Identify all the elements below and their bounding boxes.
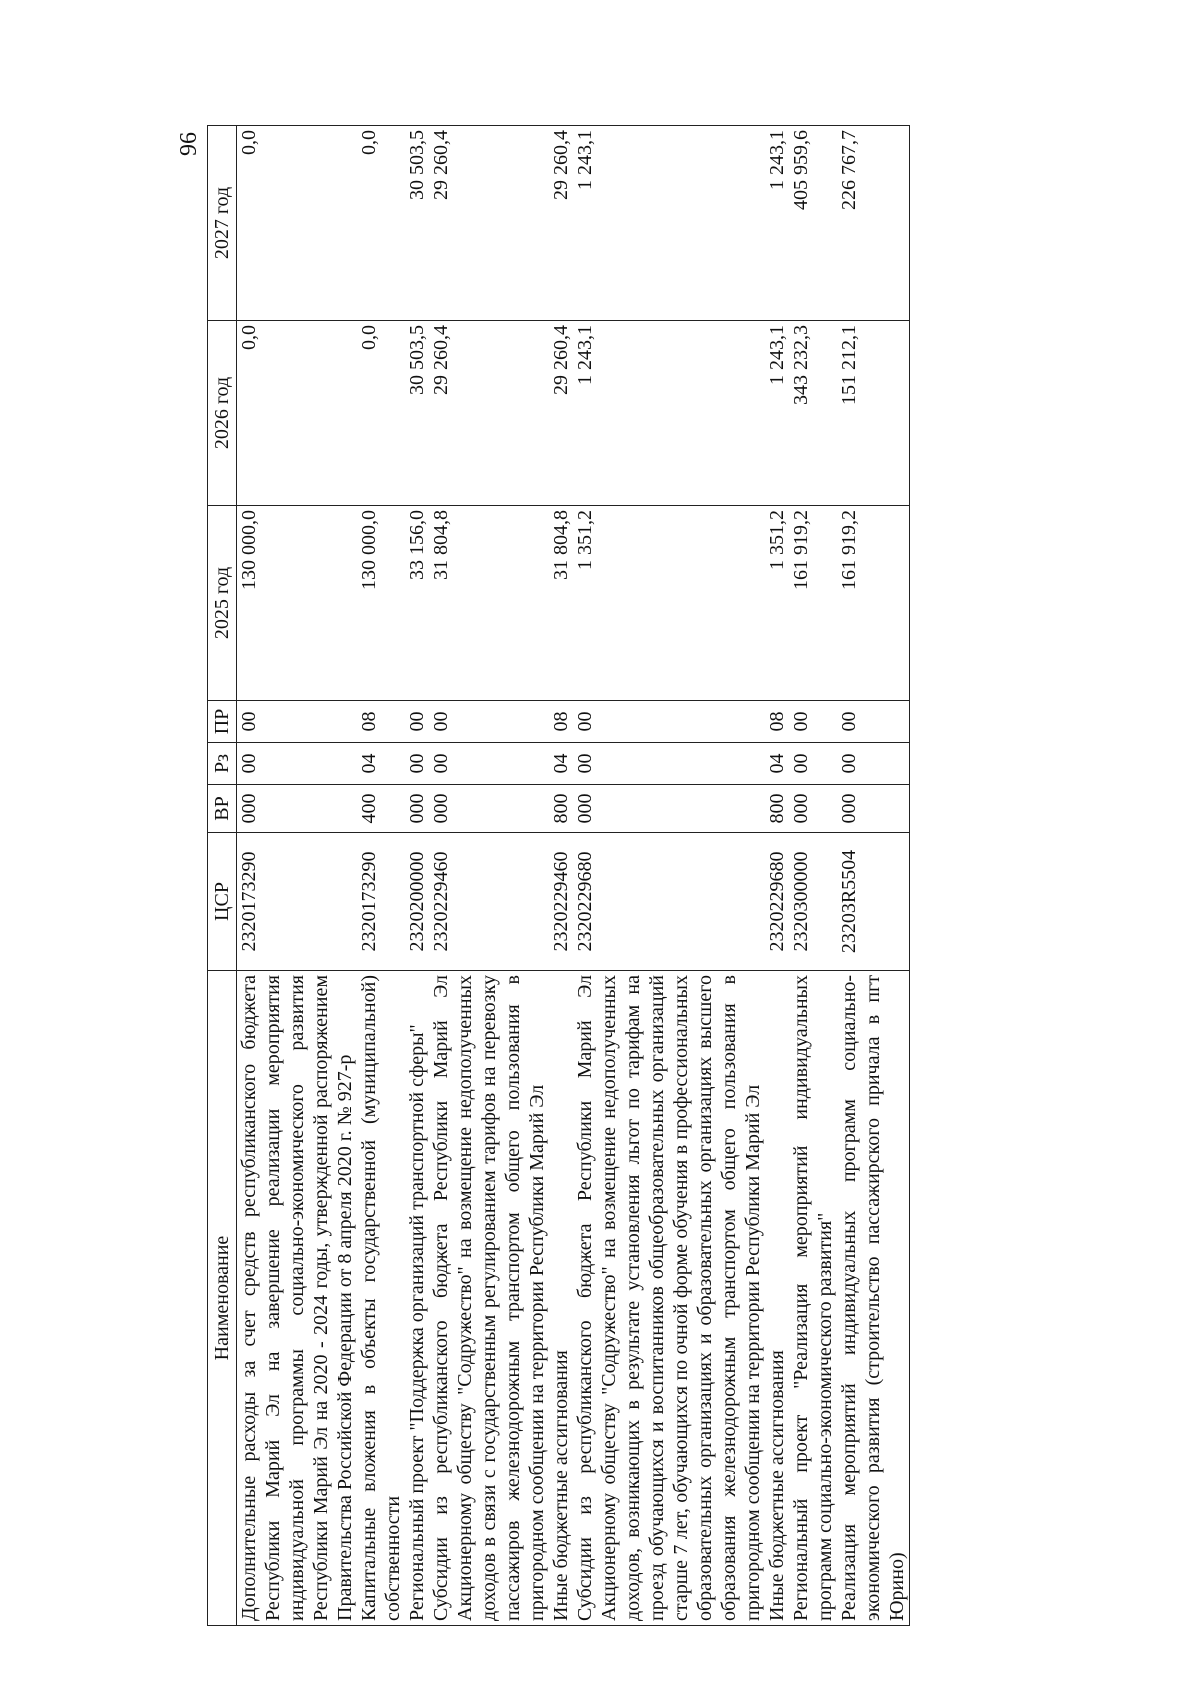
row-rz: 04 [357,743,405,785]
row-name: Реализация мероприятий индивидуальных программ социально-экономического развития (строительство пассажирского причала в пгт Юрино) [837,971,910,1626]
row-pr: 00 [405,701,429,743]
row-pr: 00 [837,701,910,743]
row-2026: 343 232,3 [789,321,837,506]
row-2026: 30 503,5 [405,321,429,506]
table-row [357,126,405,1626]
table-row [237,126,358,1626]
row-2025: 33 156,0 [405,506,429,701]
row-name: Региональный проект "Реализация мероприятий индивидуальных программ социально-экономического развития" [789,971,837,1626]
row-pr: 00 [237,701,358,743]
row-csr: 2320300000 [789,833,837,971]
row-name: Субсидии из республиканского бюджета Республики Марий Эл Акционерному обществу "Содружество" на возмещение недополученных доходов, возникающих в результате установления льгот по тарифам на проезд обучающихся и воспитанников общеобразовательных организаций старше 7 лет, обучающихся по очной форме обучения в профессиональных образовательных организациях и образовательных организациях высшего образования железнодорожным транспортом общего пользования в пригородном сообщении на территории Республики Марий Эл [573,971,765,1626]
row-rz: 04 [549,743,573,785]
row-2025: 130 000,0 [357,506,405,701]
row-2027: 29 260,4 [429,126,549,321]
row-pr: 00 [429,701,549,743]
row-name: Капитальные вложения в объекты государственной (муниципальной) собственности [357,971,405,1626]
row-2027: 1 243,1 [765,126,789,321]
row-2027: 226 767,7 [837,126,910,321]
header-csr: ЦСР [208,833,237,971]
row-2026: 29 260,4 [429,321,549,506]
row-2025: 161 919,2 [789,506,837,701]
row-rz: 00 [573,743,765,785]
row-csr: 2320173290 [237,833,358,971]
row-2026: 151 212,1 [837,321,910,506]
row-csr: 2320229460 [429,833,549,971]
rotated-page [175,126,1065,1626]
row-name: Дополнительные расходы за счет средств республиканского бюджета Республики Марий Эл на завершение реализации мероприятия индивидуальной программы социально-экономического развития Республики Марий Эл на 2020 - 2024 годы, утвержденной распоряжением Правительства Российской Федерации от 8 апреля 2020 г. № 927-р [237,971,358,1626]
table-row [429,126,549,1626]
row-vr: 400 [357,785,405,833]
row-vr: 800 [765,785,789,833]
row-2027: 0,0 [237,126,358,321]
row-2027: 0,0 [357,126,405,321]
row-vr: 000 [837,785,910,833]
row-rz: 00 [789,743,837,785]
header-rz: Рз [208,743,237,785]
page-number: 96 [176,132,202,156]
row-csr: 2320229680 [765,833,789,971]
row-name: Субсидии из республиканского бюджета Республики Марий Эл Акционерному обществу "Содружество" на возмещение недополученных доходов в связи с государственным регулированием тарифов на перевозку пассажиров железнодорожным транспортом общего пользования в пригородном сообщении на территории Республики Марий Эл [429,971,549,1626]
row-2027: 1 243,1 [573,126,765,321]
row-csr: 2320173290 [357,833,405,971]
table-header-row [208,126,237,1626]
row-2026: 0,0 [357,321,405,506]
table-row [837,126,910,1626]
row-csr: 2320200000 [405,833,429,971]
row-vr: 000 [237,785,358,833]
row-csr: 2320229680 [573,833,765,971]
table-row [765,126,789,1626]
row-pr: 00 [789,701,837,743]
row-2025: 31 804,8 [429,506,549,701]
row-2026: 1 243,1 [765,321,789,506]
row-rz: 00 [837,743,910,785]
row-2027: 405 959,6 [789,126,837,321]
row-2026: 0,0 [237,321,358,506]
row-name: Иные бюджетные ассигнования [549,971,573,1626]
row-csr: 2320229460 [549,833,573,971]
table-row [405,126,429,1626]
row-vr: 000 [573,785,765,833]
row-csr: 23203R5504 [837,833,910,971]
row-2025: 1 351,2 [573,506,765,701]
row-2025: 31 804,8 [549,506,573,701]
row-name: Региональный проект "Поддержка организаций транспортной сферы" [405,971,429,1626]
row-2026: 29 260,4 [549,321,573,506]
header-vr: ВР [208,785,237,833]
header-name: Наименование [208,971,237,1626]
row-rz: 00 [429,743,549,785]
table-row [789,126,837,1626]
row-rz: 00 [405,743,429,785]
row-2026: 1 243,1 [573,321,765,506]
budget-table [207,125,910,1626]
row-rz: 04 [765,743,789,785]
row-2025: 161 919,2 [837,506,910,701]
row-rz: 00 [237,743,358,785]
row-pr: 00 [573,701,765,743]
row-pr: 08 [549,701,573,743]
row-vr: 000 [405,785,429,833]
row-vr: 000 [789,785,837,833]
row-name: Иные бюджетные ассигнования [765,971,789,1626]
row-vr: 800 [549,785,573,833]
table-row [573,126,765,1626]
row-pr: 08 [765,701,789,743]
row-vr: 000 [429,785,549,833]
row-2027: 29 260,4 [549,126,573,321]
row-2025: 1 351,2 [765,506,789,701]
header-2027: 2027 год [208,126,237,321]
row-2025: 130 000,0 [237,506,358,701]
header-2025: 2025 год [208,506,237,701]
row-2027: 30 503,5 [405,126,429,321]
header-pr: ПР [208,701,237,743]
header-2026: 2026 год [208,321,237,506]
table-row [549,126,573,1626]
row-pr: 08 [357,701,405,743]
